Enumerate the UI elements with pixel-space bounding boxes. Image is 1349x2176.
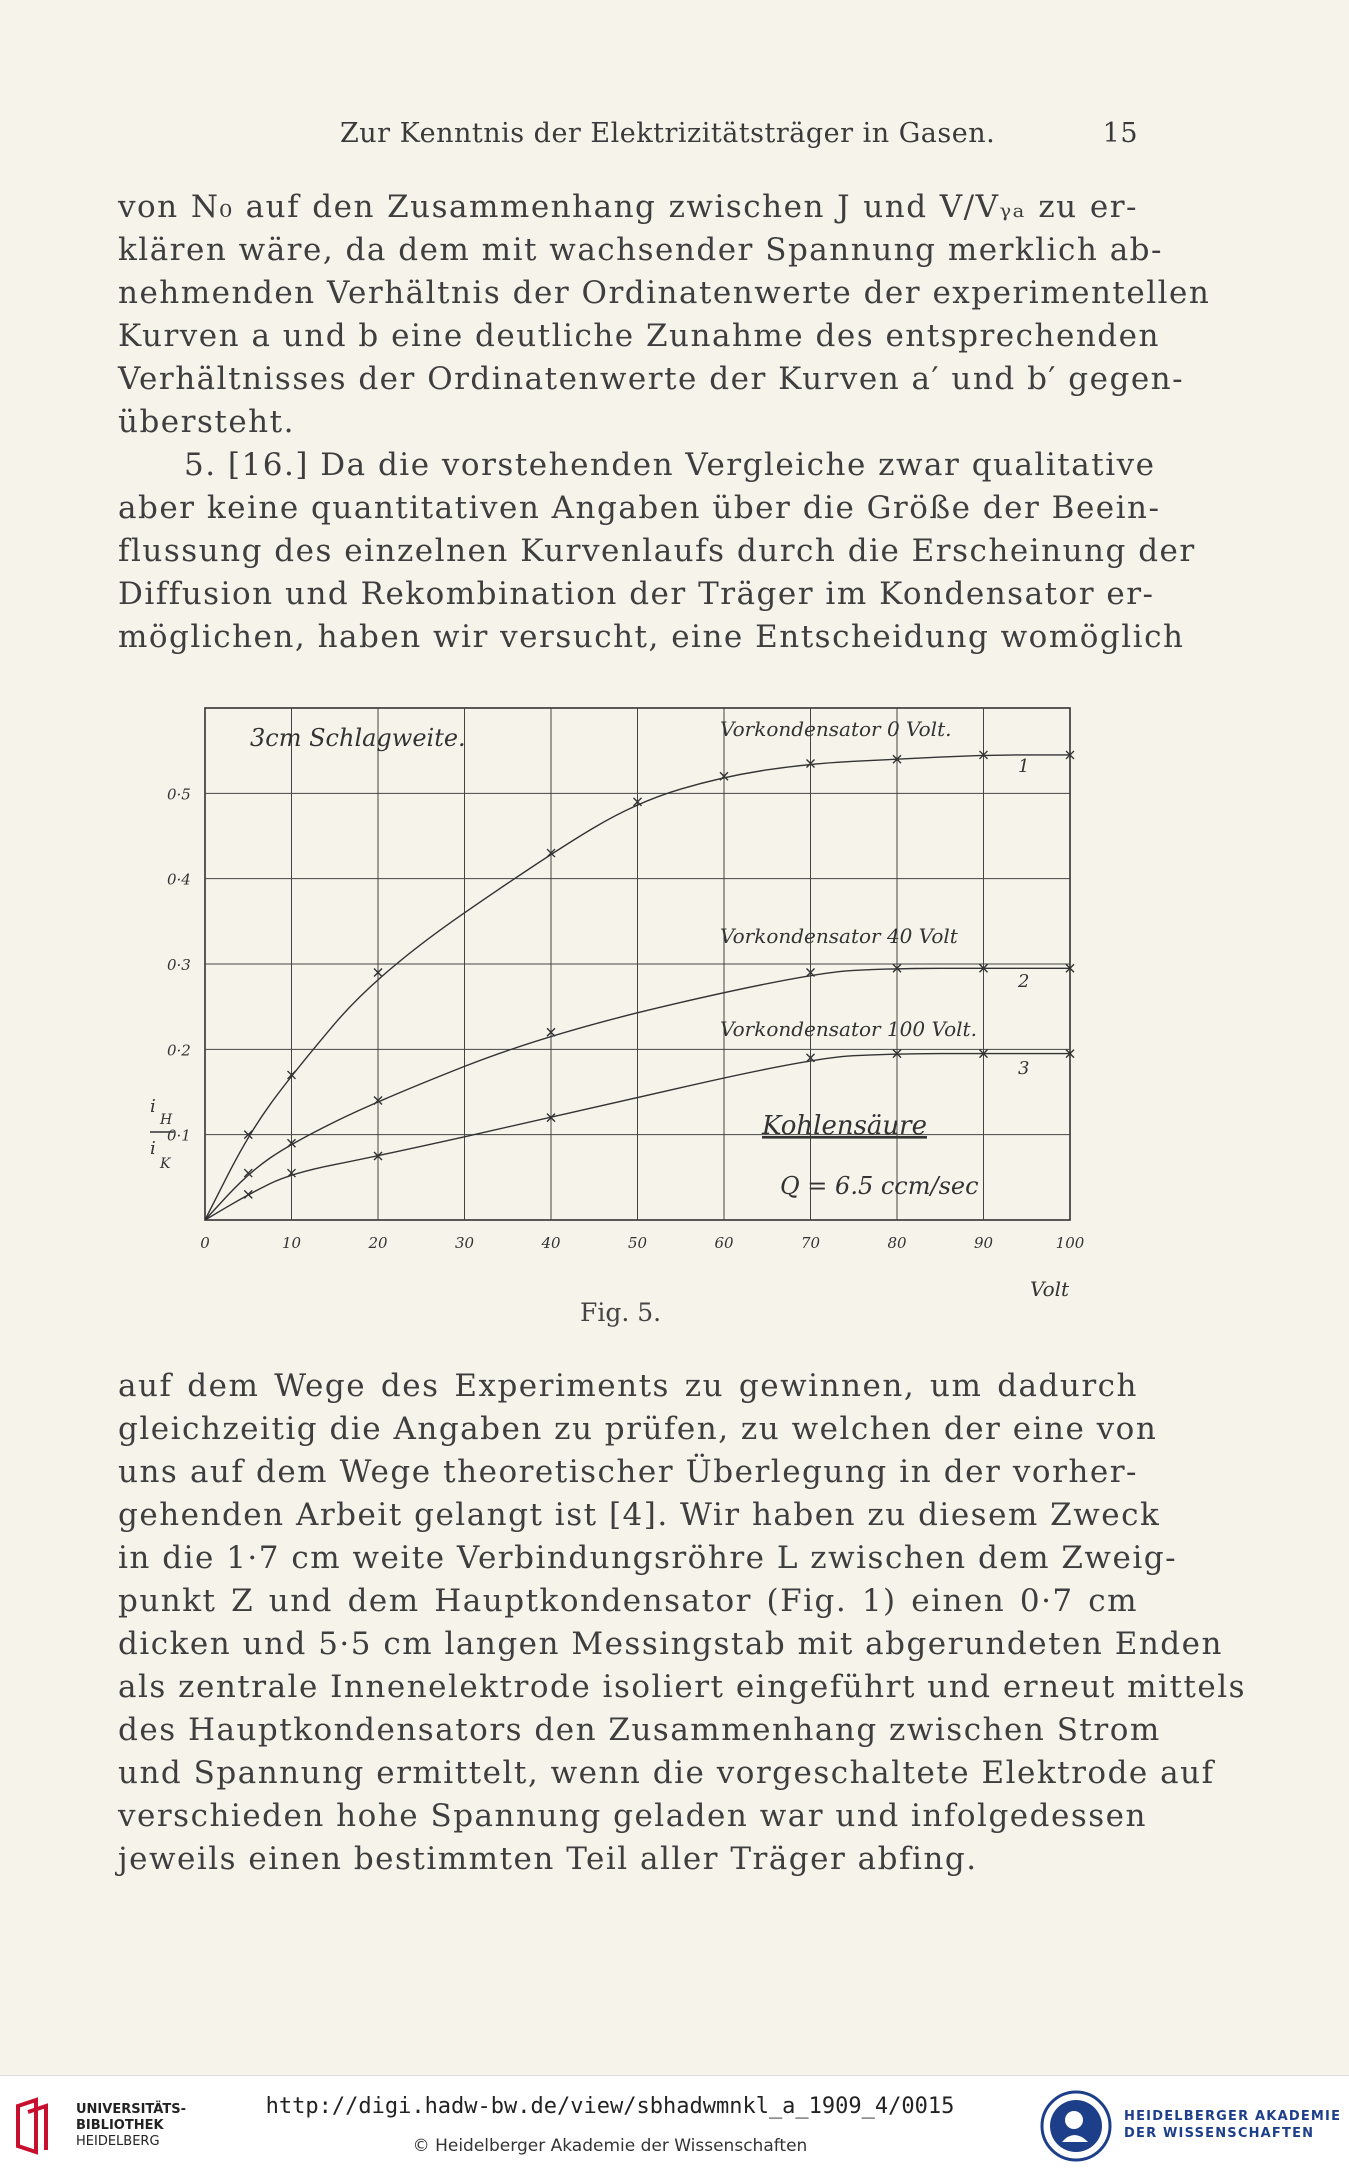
note-schlagweite: 3cm Schlagweite. bbox=[250, 724, 466, 752]
x-tick-label: 0 bbox=[200, 1234, 210, 1252]
text-line: von N₀ auf den Zusammenhang zwischen J und V/Vᵧₐ zu er- bbox=[118, 189, 1138, 225]
text-line: nehmenden Verhältnis der Ordinatenwerte der experimentellen bbox=[118, 275, 1211, 311]
x-tick-label: 80 bbox=[887, 1234, 907, 1252]
page-number: 15 bbox=[1102, 118, 1138, 149]
chart bbox=[150, 700, 1100, 1300]
text-line: flussung des einzelnen Kurvenlaufs durch die Erscheinung der bbox=[118, 533, 1196, 569]
chart-grid bbox=[205, 708, 1070, 1220]
academy-name-line: DER WISSENSCHAFTEN bbox=[1124, 2126, 1315, 2141]
x-tick-label: 30 bbox=[454, 1234, 475, 1252]
text-line: punkt Z und dem Hauptkondensator (Fig. 1) einen 0·7 cm bbox=[118, 1583, 1138, 1619]
university-library-logo-icon bbox=[14, 2096, 64, 2156]
text-line: als zentrale Innenelektrode isoliert eingeführt und erneut mittels bbox=[118, 1669, 1247, 1705]
text-line: des Hauptkondensators den Zusammenhang zwischen Strom bbox=[118, 1712, 1161, 1748]
text-line: dicken und 5·5 cm langen Messingstab mit abgerundeten Enden bbox=[118, 1626, 1223, 1662]
x-tick-label: 90 bbox=[973, 1234, 994, 1252]
curve-label-3: Vorkondensator 100 Volt. bbox=[720, 1017, 977, 1041]
running-header bbox=[118, 118, 1138, 158]
library-name-line: UNIVERSITÄTS- bbox=[76, 2102, 186, 2117]
academy-name-line: HEIDELBERGER AKADEMIE bbox=[1124, 2109, 1342, 2124]
permalink[interactable]: http://digi.hadw-bw.de/view/sbhadwmnkl_a_1909_4/0015 bbox=[265, 2094, 955, 2119]
university-library-name bbox=[76, 2102, 186, 2150]
y-label-i-top: i bbox=[150, 1096, 156, 1117]
paragraph-3 bbox=[118, 1365, 1247, 1881]
y-label-h: H bbox=[160, 1112, 173, 1128]
x-tick-label: 50 bbox=[627, 1234, 648, 1252]
text-line: in die 1·7 cm weite Verbindungsröhre L zwischen dem Zweig- bbox=[118, 1540, 1178, 1576]
text-line: gehenden Arbeit gelangt ist [4]. Wir haben zu diesem Zweck bbox=[118, 1497, 1161, 1533]
running-title: Zur Kenntnis der Elektrizitätsträger in Gasen. bbox=[340, 118, 996, 149]
library-name-line: BIBLIOTHEK bbox=[76, 2118, 164, 2133]
text-line: 5. [16.] Da die vorstehenden Vergleiche zwar qualitative bbox=[184, 447, 1156, 483]
data-point-marker bbox=[244, 1190, 252, 1198]
text-line: und Spannung ermittelt, wenn die vorgeschaltete Elektrode auf bbox=[118, 1755, 1215, 1791]
y-tick-label: 0·4 bbox=[167, 870, 191, 889]
text-line: auf dem Wege des Experiments zu gewinnen, um dadurch bbox=[118, 1368, 1138, 1404]
text-line: möglichen, haben wir versucht, eine Entscheidung womöglich bbox=[118, 619, 1185, 655]
curve-label-1: Vorkondensator 0 Volt. bbox=[720, 717, 952, 741]
text-line: aber keine quantitativen Angaben über die Größe der Beein- bbox=[118, 490, 1161, 526]
text-line: verschieden hohe Spannung geladen war und infolgedessen bbox=[118, 1798, 1147, 1834]
text-line: gleichzeitig die Angaben zu prüfen, zu welchen der eine von bbox=[118, 1411, 1158, 1447]
figure-caption: Fig. 5. bbox=[580, 1298, 662, 1327]
curve-label-2: Vorkondensator 40 Volt bbox=[720, 924, 958, 948]
y-label-i-bottom: i bbox=[150, 1138, 156, 1159]
academy-seal-icon bbox=[1040, 2090, 1112, 2162]
flow-label: Q = 6.5 ccm/sec bbox=[780, 1172, 979, 1200]
x-tick-label: 60 bbox=[714, 1234, 734, 1252]
paragraph-2 bbox=[118, 444, 1196, 659]
y-tick-label: 0·3 bbox=[167, 956, 191, 974]
x-tick-label: 70 bbox=[800, 1234, 821, 1252]
text-line: Kurven a und b eine deutliche Zunahme des entsprechenden bbox=[118, 318, 1160, 354]
x-tick-label: 40 bbox=[541, 1234, 561, 1252]
text-line: klären wäre, da dem mit wachsender Spannung merklich ab- bbox=[118, 232, 1163, 268]
text-line: jeweils einen bestimmten Teil aller Träger abfing. bbox=[118, 1841, 978, 1877]
footer-bar bbox=[0, 2075, 1349, 2176]
paragraph-1 bbox=[118, 186, 1211, 444]
curve-number-1: 1 bbox=[1018, 756, 1030, 777]
curve-number-2: 2 bbox=[1018, 971, 1030, 992]
text-line: uns auf dem Wege theoretischer Überlegung in der vorher- bbox=[118, 1454, 1138, 1490]
text-line: übersteht. bbox=[118, 404, 295, 440]
y-label-k: K bbox=[160, 1156, 171, 1172]
x-tick-label: 10 bbox=[281, 1234, 302, 1252]
x-tick-label: 100 bbox=[1055, 1234, 1085, 1252]
y-tick-label: 0·1 bbox=[167, 1126, 191, 1145]
text-line: Verhältnisses der Ordinatenwerte der Kurven a′ und b′ gegen- bbox=[118, 361, 1185, 397]
text-line: Diffusion und Rekombination der Träger im Kondensator er- bbox=[118, 576, 1155, 612]
y-tick-label: 0·5 bbox=[167, 785, 191, 804]
x-axis-unit: Volt bbox=[1030, 1277, 1070, 1300]
gas-label: Kohlensäure bbox=[762, 1111, 927, 1141]
figure-5 bbox=[150, 700, 1100, 1300]
y-tick-label: 0·2 bbox=[167, 1041, 191, 1060]
library-city: HEIDELBERG bbox=[76, 2134, 160, 2149]
academy-name bbox=[1124, 2108, 1341, 2142]
copyright-notice: © Heidelberger Akademie der Wissenschaften bbox=[412, 2136, 808, 2156]
chart-series bbox=[205, 751, 1074, 1220]
curve-number-3: 3 bbox=[1018, 1058, 1030, 1079]
x-tick-label: 20 bbox=[368, 1234, 388, 1252]
